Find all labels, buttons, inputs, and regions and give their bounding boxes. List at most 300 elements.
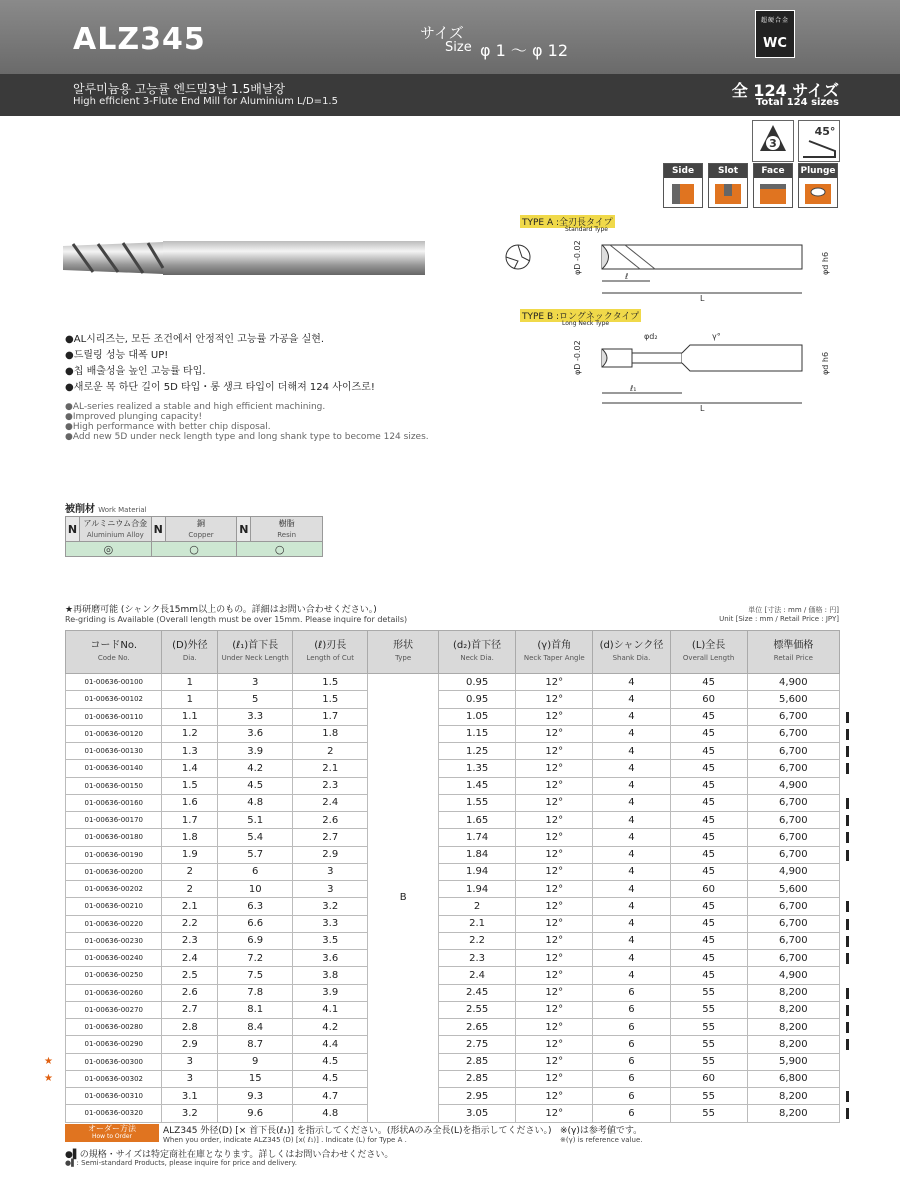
value-cell: 45 xyxy=(670,794,747,811)
order-badge: オーダー方法 How to Order xyxy=(65,1124,159,1142)
code-cell: 01-00636-00190 xyxy=(66,846,162,863)
svg-text:φD -0.02: φD -0.02 xyxy=(573,240,582,275)
value-cell: 45 xyxy=(670,743,747,760)
value-cell: 45 xyxy=(670,846,747,863)
value-cell: 4 xyxy=(593,915,670,932)
column-header: 形状 Type xyxy=(368,631,439,674)
svg-text:L: L xyxy=(700,294,705,303)
value-cell: 12° xyxy=(516,725,593,742)
table-row xyxy=(66,725,840,742)
value-cell: 4.8 xyxy=(293,1105,368,1122)
value-cell: 7.5 xyxy=(218,967,293,984)
value-cell: 2 xyxy=(162,863,218,880)
code-cell: 01-00636-00302 ★ xyxy=(66,1070,162,1087)
value-cell: 2.1 xyxy=(162,898,218,915)
value-cell: 1.05 xyxy=(439,708,516,725)
value-cell: 3.2 xyxy=(293,898,368,915)
semi-standard-marker-icon xyxy=(846,1022,849,1033)
value-cell: 6 xyxy=(593,1088,670,1105)
regrind-star-icon: ★ xyxy=(44,1055,53,1067)
value-cell: 3.8 xyxy=(293,967,368,984)
value-cell: 1 xyxy=(162,691,218,708)
value-cell: 2.85 xyxy=(439,1070,516,1087)
value-cell: 3.6 xyxy=(293,950,368,967)
value-cell: 12° xyxy=(516,1070,593,1087)
code-cell: 01-00636-00300 ★ xyxy=(66,1053,162,1070)
column-header: (d₂)首下径 Neck Dia. xyxy=(439,631,516,674)
value-cell: 6,700 xyxy=(747,794,839,811)
code-cell: 01-00636-00140 xyxy=(66,760,162,777)
value-cell: 2.1 xyxy=(439,915,516,932)
value-cell: 9 xyxy=(218,1053,293,1070)
code-cell: 01-00636-00220 xyxy=(66,915,162,932)
value-cell: 2 xyxy=(439,898,516,915)
value-cell: 45 xyxy=(670,967,747,984)
feature-item: ●High performance with better chip disposal. xyxy=(65,422,271,432)
value-cell: 4 xyxy=(593,881,670,898)
value-cell: 12° xyxy=(516,1036,593,1053)
value-cell: 45 xyxy=(670,950,747,967)
code-cell: 01-00636-00160 xyxy=(66,794,162,811)
value-cell: 45 xyxy=(670,829,747,846)
value-cell: 4 xyxy=(593,725,670,742)
value-cell: 2.3 xyxy=(439,950,516,967)
value-cell: 4.5 xyxy=(293,1053,368,1070)
regrind-star-icon: ★ xyxy=(44,1072,53,1084)
flute-count: 3 xyxy=(769,137,777,150)
value-cell: 12° xyxy=(516,777,593,794)
code-cell: 01-00636-00180 xyxy=(66,829,162,846)
helix-angle-icon xyxy=(798,120,840,162)
value-cell: 55 xyxy=(670,1019,747,1036)
value-cell: 4 xyxy=(593,708,670,725)
semi-standard-marker-icon xyxy=(846,832,849,843)
column-header: コードNo. Code No. xyxy=(66,631,162,674)
value-cell: 6.9 xyxy=(218,932,293,949)
value-cell: 4 xyxy=(593,967,670,984)
value-cell: 3.5 xyxy=(293,932,368,949)
value-cell: 12° xyxy=(516,708,593,725)
value-cell: 12° xyxy=(516,881,593,898)
value-cell: 9.3 xyxy=(218,1088,293,1105)
table-row xyxy=(66,829,840,846)
table-row xyxy=(66,674,840,691)
value-cell: 2.3 xyxy=(162,932,218,949)
value-cell: 8,200 xyxy=(747,1088,839,1105)
value-cell: 45 xyxy=(670,898,747,915)
value-cell: 6,700 xyxy=(747,950,839,967)
table-row xyxy=(66,1053,840,1070)
value-cell: 2.2 xyxy=(162,915,218,932)
value-cell: 12° xyxy=(516,846,593,863)
title-kr: 알루미늄용 고능률 엔드밀3날 1.5배날장 xyxy=(73,82,286,96)
value-cell: 2.5 xyxy=(162,967,218,984)
value-cell: 3.3 xyxy=(293,915,368,932)
value-cell: 4 xyxy=(593,932,670,949)
code-cell: 01-00636-00170 xyxy=(66,812,162,829)
code-cell: 01-00636-00280 xyxy=(66,1019,162,1036)
value-cell: 2.75 xyxy=(439,1036,516,1053)
value-cell: 6,700 xyxy=(747,915,839,932)
value-cell: 2.3 xyxy=(293,777,368,794)
value-cell: 2 xyxy=(162,881,218,898)
feature-item: ●AL시리즈는, 모든 조건에서 안정적인 고능률 가공을 실현. xyxy=(65,334,325,345)
value-cell: 4.5 xyxy=(293,1070,368,1087)
semi-standard-marker-icon xyxy=(846,763,849,774)
value-cell: 2.4 xyxy=(439,967,516,984)
svg-text:φd h6: φd h6 xyxy=(821,251,830,275)
code-cell: 01-00636-00260 xyxy=(66,984,162,1001)
value-cell: 1.8 xyxy=(162,829,218,846)
value-cell: 2.4 xyxy=(162,950,218,967)
semi-standard-marker-icon xyxy=(846,988,849,999)
order-instructions: ALZ345 外径(D) [× 首下長(ℓ₁)] を指示してください。(形状Aのみ全長(L)を指示してください。) xyxy=(163,1126,552,1136)
value-cell: 1.5 xyxy=(162,777,218,794)
value-cell: 45 xyxy=(670,915,747,932)
value-cell: 1.55 xyxy=(439,794,516,811)
title-en: High efficient 3-Flute End Mill for Aluminium L/D=1.5 xyxy=(73,96,338,107)
helix-angle: 45° xyxy=(814,125,836,138)
column-header: (d)シャンク径 Shank Dia. xyxy=(593,631,670,674)
feature-item: ●새로운 목 하단 길이 5D 타입・롱 생크 타입이 더해져 124 사이즈로! xyxy=(65,382,375,393)
value-cell: 4.2 xyxy=(218,760,293,777)
table-row xyxy=(66,777,840,794)
value-cell: 5.7 xyxy=(218,846,293,863)
value-cell: 12° xyxy=(516,1105,593,1122)
value-cell: 5.1 xyxy=(218,812,293,829)
value-cell: 6 xyxy=(593,1036,670,1053)
value-cell: 55 xyxy=(670,984,747,1001)
code-cell: 01-00636-00100 xyxy=(66,674,162,691)
value-cell: 1.25 xyxy=(439,743,516,760)
table-row xyxy=(66,950,840,967)
value-cell: 1.7 xyxy=(162,812,218,829)
feature-list-kr xyxy=(65,332,375,396)
value-cell: 4 xyxy=(593,760,670,777)
value-cell: 2.7 xyxy=(293,829,368,846)
table-row xyxy=(66,915,840,932)
value-cell: 1.3 xyxy=(162,743,218,760)
value-cell: 12° xyxy=(516,863,593,880)
type-a-label: TYPE A :全刃長タイプ xyxy=(520,215,615,228)
value-cell: 4 xyxy=(593,743,670,760)
code-cell: 01-00636-00130 xyxy=(66,743,162,760)
code-cell: 01-00636-00250 xyxy=(66,967,162,984)
value-cell: 1.94 xyxy=(439,881,516,898)
work-material-table xyxy=(65,516,323,557)
three-flute-icon xyxy=(752,120,794,162)
material-rating: ◎ xyxy=(66,542,152,557)
value-cell: 8,200 xyxy=(747,984,839,1001)
value-cell: 12° xyxy=(516,1019,593,1036)
value-cell: 9.6 xyxy=(218,1105,293,1122)
value-cell: 60 xyxy=(670,881,747,898)
code-cell: 01-00636-00320 xyxy=(66,1105,162,1122)
svg-text:ℓ: ℓ xyxy=(625,272,629,281)
size-label-en: Size xyxy=(445,40,472,55)
value-cell: 8.4 xyxy=(218,1019,293,1036)
value-cell: 3.2 xyxy=(162,1105,218,1122)
value-cell: 55 xyxy=(670,1088,747,1105)
value-cell: 4.8 xyxy=(218,794,293,811)
value-cell: 6,700 xyxy=(747,898,839,915)
table-row xyxy=(66,708,840,725)
work-material-title-jp: 被削材 xyxy=(65,504,95,515)
value-cell: 6.3 xyxy=(218,898,293,915)
table-row xyxy=(66,1105,840,1122)
semi-standard-marker-icon xyxy=(846,1005,849,1016)
end-mill-photo xyxy=(63,238,433,278)
type-b-diagram xyxy=(490,307,840,417)
badge-label: WC xyxy=(763,36,787,51)
value-cell: 6,700 xyxy=(747,725,839,742)
semi-standard-marker-icon xyxy=(846,729,849,740)
total-sizes-en: Total 124 sizes xyxy=(755,97,839,108)
value-cell: 55 xyxy=(670,1036,747,1053)
type-b-label: TYPE B :ロングネックタイプ xyxy=(520,309,641,322)
work-material-title xyxy=(65,500,147,515)
type-b-label-en: Long Neck Type xyxy=(562,320,610,327)
value-cell: 2.95 xyxy=(439,1088,516,1105)
value-cell: 4,900 xyxy=(747,777,839,794)
value-cell: 6,700 xyxy=(747,932,839,949)
value-cell: 60 xyxy=(670,1070,747,1087)
semi-standard-marker-icon xyxy=(846,1039,849,1050)
value-cell: 3.9 xyxy=(293,984,368,1001)
value-cell: 1.8 xyxy=(293,725,368,742)
value-cell: 4.5 xyxy=(218,777,293,794)
value-cell: 12° xyxy=(516,794,593,811)
column-header: (γ)首角 Neck Taper Angle xyxy=(516,631,593,674)
feature-item: ●칩 배출성을 높인 고능률 타입. xyxy=(65,366,206,377)
table-row xyxy=(66,984,840,1001)
value-cell: 6,700 xyxy=(747,760,839,777)
value-cell: 2.7 xyxy=(162,1001,218,1018)
total-sizes-jp: 全 124 サイズ xyxy=(731,81,839,100)
table-row xyxy=(66,743,840,760)
value-cell: 6 xyxy=(593,1053,670,1070)
value-cell: 2.1 xyxy=(293,760,368,777)
value-cell: 2.6 xyxy=(293,812,368,829)
value-cell: 6.6 xyxy=(218,915,293,932)
value-cell: 6 xyxy=(218,863,293,880)
value-cell: 4 xyxy=(593,846,670,863)
value-cell: 3 xyxy=(162,1053,218,1070)
value-cell: 1 xyxy=(162,674,218,691)
code-cell: 01-00636-00110 xyxy=(66,708,162,725)
size-table xyxy=(44,630,840,1123)
type-a-diagram xyxy=(490,213,840,313)
value-cell: 12° xyxy=(516,829,593,846)
svg-text:ℓ₁: ℓ₁ xyxy=(630,384,637,393)
value-cell: 6,700 xyxy=(747,829,839,846)
regrind-note: ★再研磨可能 (シャンク長15mm以上のもの。詳細はお問い合わせください。) xyxy=(65,605,377,615)
column-header: 標準価格 Retail Price xyxy=(747,631,839,674)
value-cell: 2.9 xyxy=(162,1036,218,1053)
value-cell: 45 xyxy=(670,760,747,777)
value-cell: 12° xyxy=(516,898,593,915)
value-cell: 4 xyxy=(593,674,670,691)
semi-standard-note-en: ●▌: Semi-standard Products, please inquire for price and delivery. xyxy=(65,1159,297,1167)
value-cell: 1.5 xyxy=(293,691,368,708)
semi-standard-marker-icon xyxy=(846,1108,849,1119)
value-cell: 45 xyxy=(670,777,747,794)
application-label: Face xyxy=(754,164,792,178)
value-cell: 1.94 xyxy=(439,863,516,880)
svg-text:φD -0.02: φD -0.02 xyxy=(573,340,582,375)
code-cell: 01-00636-00120 xyxy=(66,725,162,742)
table-row xyxy=(66,1019,840,1036)
value-cell: 6,700 xyxy=(747,743,839,760)
value-cell: 2.85 xyxy=(439,1053,516,1070)
semi-standard-marker-icon xyxy=(846,919,849,930)
value-cell: 12° xyxy=(516,743,593,760)
value-cell: 12° xyxy=(516,1053,593,1070)
value-cell: 5.4 xyxy=(218,829,293,846)
value-cell: 60 xyxy=(670,691,747,708)
type-cell: B xyxy=(368,674,439,1123)
value-cell: 4,900 xyxy=(747,967,839,984)
table-row xyxy=(66,1070,840,1087)
value-cell: 12° xyxy=(516,932,593,949)
application-label: Slot xyxy=(709,164,747,178)
value-cell: 0.95 xyxy=(439,691,516,708)
material-name: 樹脂 Resin xyxy=(251,517,323,542)
table-row xyxy=(66,1001,840,1018)
value-cell: 1.9 xyxy=(162,846,218,863)
code-cell: 01-00636-00202 xyxy=(66,881,162,898)
semi-standard-marker-icon xyxy=(846,901,849,912)
code-cell: 01-00636-00310 xyxy=(66,1088,162,1105)
material-class: N xyxy=(66,517,80,542)
value-cell: 1.65 xyxy=(439,812,516,829)
material-badge xyxy=(755,10,795,58)
value-cell: 2.6 xyxy=(162,984,218,1001)
value-cell: 2.9 xyxy=(293,846,368,863)
semi-standard-marker-icon xyxy=(846,850,849,861)
value-cell: 3 xyxy=(218,674,293,691)
value-cell: 4.7 xyxy=(293,1088,368,1105)
value-cell: 12° xyxy=(516,812,593,829)
value-cell: 2.55 xyxy=(439,1001,516,1018)
value-cell: 2.65 xyxy=(439,1019,516,1036)
value-cell: 4 xyxy=(593,829,670,846)
application-side xyxy=(663,163,703,208)
value-cell: 6,700 xyxy=(747,846,839,863)
application-face xyxy=(753,163,793,208)
value-cell: 2.4 xyxy=(293,794,368,811)
value-cell: 4.4 xyxy=(293,1036,368,1053)
value-cell: 1.4 xyxy=(162,760,218,777)
unit-note: 単位 [寸法 : mm / 価格 : 円] xyxy=(748,606,839,614)
value-cell: 1.2 xyxy=(162,725,218,742)
value-cell: 0.95 xyxy=(439,674,516,691)
value-cell: 45 xyxy=(670,812,747,829)
order-instructions-en: When you order, indicate ALZ345 (D) [x( ℓ₁)] . Indicate (L) for Type A . xyxy=(163,1136,407,1144)
value-cell: 3.9 xyxy=(218,743,293,760)
badge-top-text: 超硬合金 xyxy=(760,17,789,24)
size-range: φ 1 ～ φ 12 xyxy=(480,41,568,60)
value-cell: 6,700 xyxy=(747,708,839,725)
feature-list-en xyxy=(65,402,429,442)
semi-standard-note: ●▌の規格・サイズは特定商社在庫となります。詳しくはお問い合わせください。 xyxy=(65,1150,394,1160)
value-cell: 1.74 xyxy=(439,829,516,846)
semi-standard-marker-icon xyxy=(846,1091,849,1102)
type-a-label-en: Standard Type xyxy=(565,226,608,233)
material-class: N xyxy=(151,517,165,542)
value-cell: 45 xyxy=(670,708,747,725)
value-cell: 7.2 xyxy=(218,950,293,967)
regrind-note-en: Re-griding is Available (Overall length must be over 15mm. Please inquire for details) xyxy=(65,615,408,624)
value-cell: 45 xyxy=(670,932,747,949)
value-cell: 8,200 xyxy=(747,1001,839,1018)
value-cell: 1.15 xyxy=(439,725,516,742)
value-cell: 2.8 xyxy=(162,1019,218,1036)
value-cell: 45 xyxy=(670,674,747,691)
value-cell: 4 xyxy=(593,950,670,967)
svg-text:φd₂: φd₂ xyxy=(644,332,658,341)
value-cell: 3 xyxy=(293,881,368,898)
value-cell: 8.7 xyxy=(218,1036,293,1053)
column-header: (ℓ₁)首下長 Under Neck Length xyxy=(218,631,293,674)
value-cell: 12° xyxy=(516,984,593,1001)
value-cell: 6 xyxy=(593,1001,670,1018)
value-cell: 12° xyxy=(516,1088,593,1105)
table-row xyxy=(66,846,840,863)
value-cell: 3.3 xyxy=(218,708,293,725)
table-row xyxy=(66,863,840,880)
feature-item: ●Add new 5D under neck length type and long shank type to become 124 sizes. xyxy=(65,432,429,442)
value-cell: 6,700 xyxy=(747,812,839,829)
value-cell: 5,900 xyxy=(747,1053,839,1070)
table-row xyxy=(66,932,840,949)
code-cell: 01-00636-00240 xyxy=(66,950,162,967)
value-cell: 3.1 xyxy=(162,1088,218,1105)
value-cell: 5,600 xyxy=(747,691,839,708)
value-cell: 4,900 xyxy=(747,863,839,880)
work-material-title-en: Work Material xyxy=(98,506,147,514)
code-cell: 01-00636-00230 xyxy=(66,932,162,949)
value-cell: 8.1 xyxy=(218,1001,293,1018)
value-cell: 6,800 xyxy=(747,1070,839,1087)
unit-note-en: Unit [Size : mm / Retail Price : JPY] xyxy=(719,615,839,623)
value-cell: 55 xyxy=(670,1105,747,1122)
value-cell: 7.8 xyxy=(218,984,293,1001)
value-cell: 1.35 xyxy=(439,760,516,777)
value-cell: 6 xyxy=(593,984,670,1001)
feature-item: ●Improved plunging capacity! xyxy=(65,412,203,422)
size-label-jp: サイズ xyxy=(420,24,464,42)
material-name: 銅 Copper xyxy=(165,517,237,542)
application-label: Side xyxy=(664,164,702,178)
table-row xyxy=(66,691,840,708)
value-cell: 12° xyxy=(516,691,593,708)
value-cell: 55 xyxy=(670,1001,747,1018)
svg-text:φd h6: φd h6 xyxy=(821,351,830,375)
column-header: (D)外径 Dia. xyxy=(162,631,218,674)
material-rating: ○ xyxy=(237,542,323,557)
value-cell: 55 xyxy=(670,1053,747,1070)
value-cell: 15 xyxy=(218,1070,293,1087)
value-cell: 12° xyxy=(516,1001,593,1018)
table-row xyxy=(66,881,840,898)
value-cell: 4.1 xyxy=(293,1001,368,1018)
svg-text:γ°: γ° xyxy=(712,332,721,341)
value-cell: 5 xyxy=(218,691,293,708)
value-cell: 5,600 xyxy=(747,881,839,898)
reference-note-en: ※(γ) is reference value. xyxy=(560,1136,643,1144)
table-row xyxy=(66,794,840,811)
